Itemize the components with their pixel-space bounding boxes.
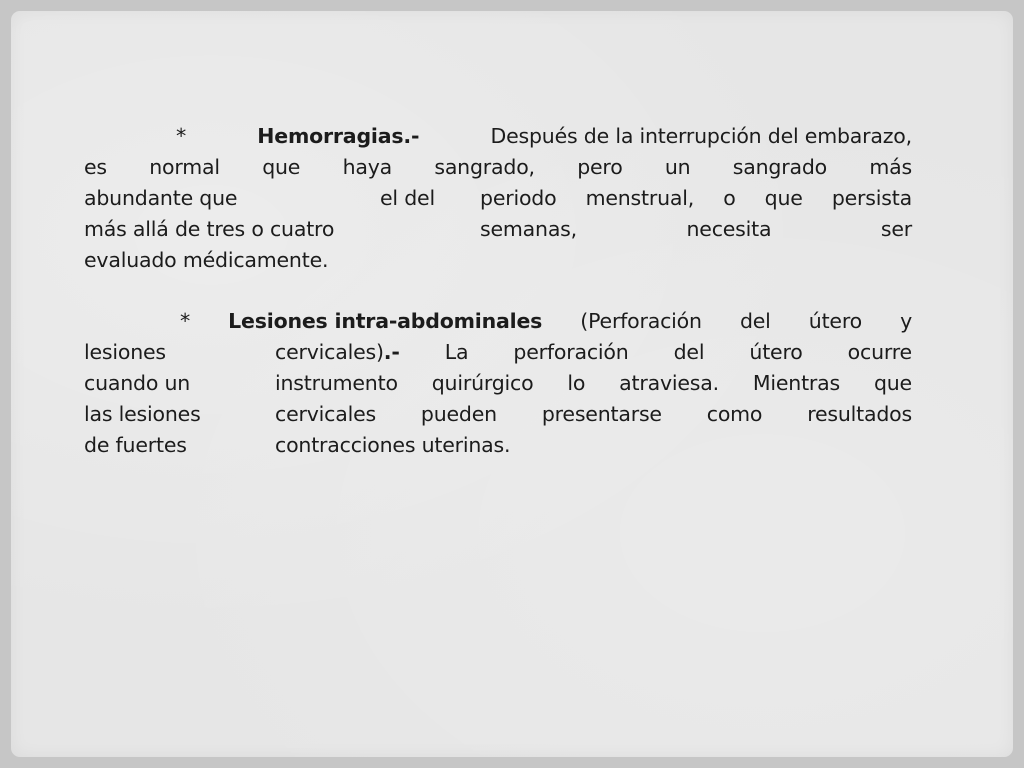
p2-r2-w1: quirúrgico xyxy=(431,371,534,395)
p2-left-1: cuando un xyxy=(84,371,191,395)
p2-r1-term xyxy=(275,337,400,368)
p1-l2-w2: que xyxy=(262,155,301,179)
p2-r1-w1: perforación xyxy=(513,340,629,364)
p2-r2-w3: atraviesa. xyxy=(619,371,719,395)
p1-l4-w0: más allá de tres o cuatro xyxy=(84,217,335,241)
p2-r1-w4: ocurre xyxy=(847,340,912,364)
p2-l1-w0: (Perforación xyxy=(580,309,702,333)
p1-l4-right xyxy=(480,214,912,245)
p1-line-5 xyxy=(84,245,912,276)
p2-r3-w1: pueden xyxy=(420,402,497,426)
p1-line-4 xyxy=(84,214,912,245)
p1-line-2 xyxy=(84,152,912,183)
p2-line-1 xyxy=(84,306,912,337)
p2-r2-w4: Mientras xyxy=(752,371,841,395)
p1-l2-w4: sangrado, xyxy=(434,155,535,179)
p1-l3-w4: o xyxy=(723,186,736,210)
p2-l1-w3: y xyxy=(900,309,912,333)
p2-l3-right xyxy=(275,368,912,399)
p2-r3-w3: como xyxy=(706,402,763,426)
p2-r4: contracciones uterinas. xyxy=(275,433,511,457)
slide-body-text xyxy=(84,121,912,491)
p1-l3-right xyxy=(480,183,912,214)
p2-line-2 xyxy=(84,337,912,368)
p2-line-3 xyxy=(84,368,912,399)
p2-left-3: de fuertes xyxy=(84,433,187,457)
p2-l1-w1: del xyxy=(739,309,771,333)
p2-r2-w2: lo xyxy=(567,371,586,395)
p2-r1-term-text: cervicales).- xyxy=(275,340,400,364)
p2-l4-right xyxy=(275,399,912,430)
p1-l2-w1: normal xyxy=(149,155,220,179)
p1-line1-rest: Después de la interrupción del embarazo, xyxy=(490,124,912,148)
p2-r3-w0: cervicales xyxy=(275,402,376,426)
paragraph-hemorragias xyxy=(84,121,912,276)
p1-l2-w5: pero xyxy=(577,155,623,179)
p2-left-2: las lesiones xyxy=(84,402,201,426)
p1-l2-w0: es xyxy=(84,155,107,179)
p1-l3-w2: periodo xyxy=(480,186,557,210)
p2-r1-w0: La xyxy=(444,340,469,364)
p2-l1-row xyxy=(180,306,912,337)
p1-l5: evaluado médicamente. xyxy=(84,248,329,272)
p1-l2-w3: haya xyxy=(342,155,393,179)
paragraph-lesiones xyxy=(84,306,912,461)
p2-l2-right xyxy=(275,337,912,368)
p2-line-5 xyxy=(84,430,912,461)
p1-l3-w1: el del xyxy=(380,186,435,210)
p2-r1-w2: del xyxy=(673,340,705,364)
p1-bullet: * xyxy=(176,124,187,148)
p1-l2-w6: un xyxy=(664,155,691,179)
p1-l3-w5: que xyxy=(764,186,803,210)
p2-r2-w0: instrumento xyxy=(275,371,398,395)
p1-l3-w3: menstrual, xyxy=(585,186,695,210)
p2-bullet: * xyxy=(180,309,191,333)
p1-l2-w8: más xyxy=(869,155,912,179)
p2-l1-w2: útero xyxy=(808,309,862,333)
p1-term: Hemorragias.- xyxy=(257,124,420,148)
p2-r3-w2: presentarse xyxy=(541,402,662,426)
p1-line-3 xyxy=(84,183,912,214)
p1-l3-w6: persista xyxy=(831,186,912,210)
p1-line-1 xyxy=(84,121,912,152)
p2-r3-w4: resultados xyxy=(807,402,912,426)
p1-l4-w1: semanas, xyxy=(480,217,577,241)
p2-left-0: lesiones xyxy=(84,340,166,364)
p1-l4-w2: necesita xyxy=(686,217,772,241)
p2-term-part: Lesiones intra-abdominales xyxy=(228,309,543,333)
p2-line-4 xyxy=(84,399,912,430)
p1-l4-w3: ser xyxy=(880,217,912,241)
p1-l2-w7: sangrado xyxy=(732,155,827,179)
p1-l3-w0: abundante que xyxy=(84,186,238,210)
p2-r1-w3: útero xyxy=(749,340,803,364)
p2-r2-w5: que xyxy=(873,371,912,395)
